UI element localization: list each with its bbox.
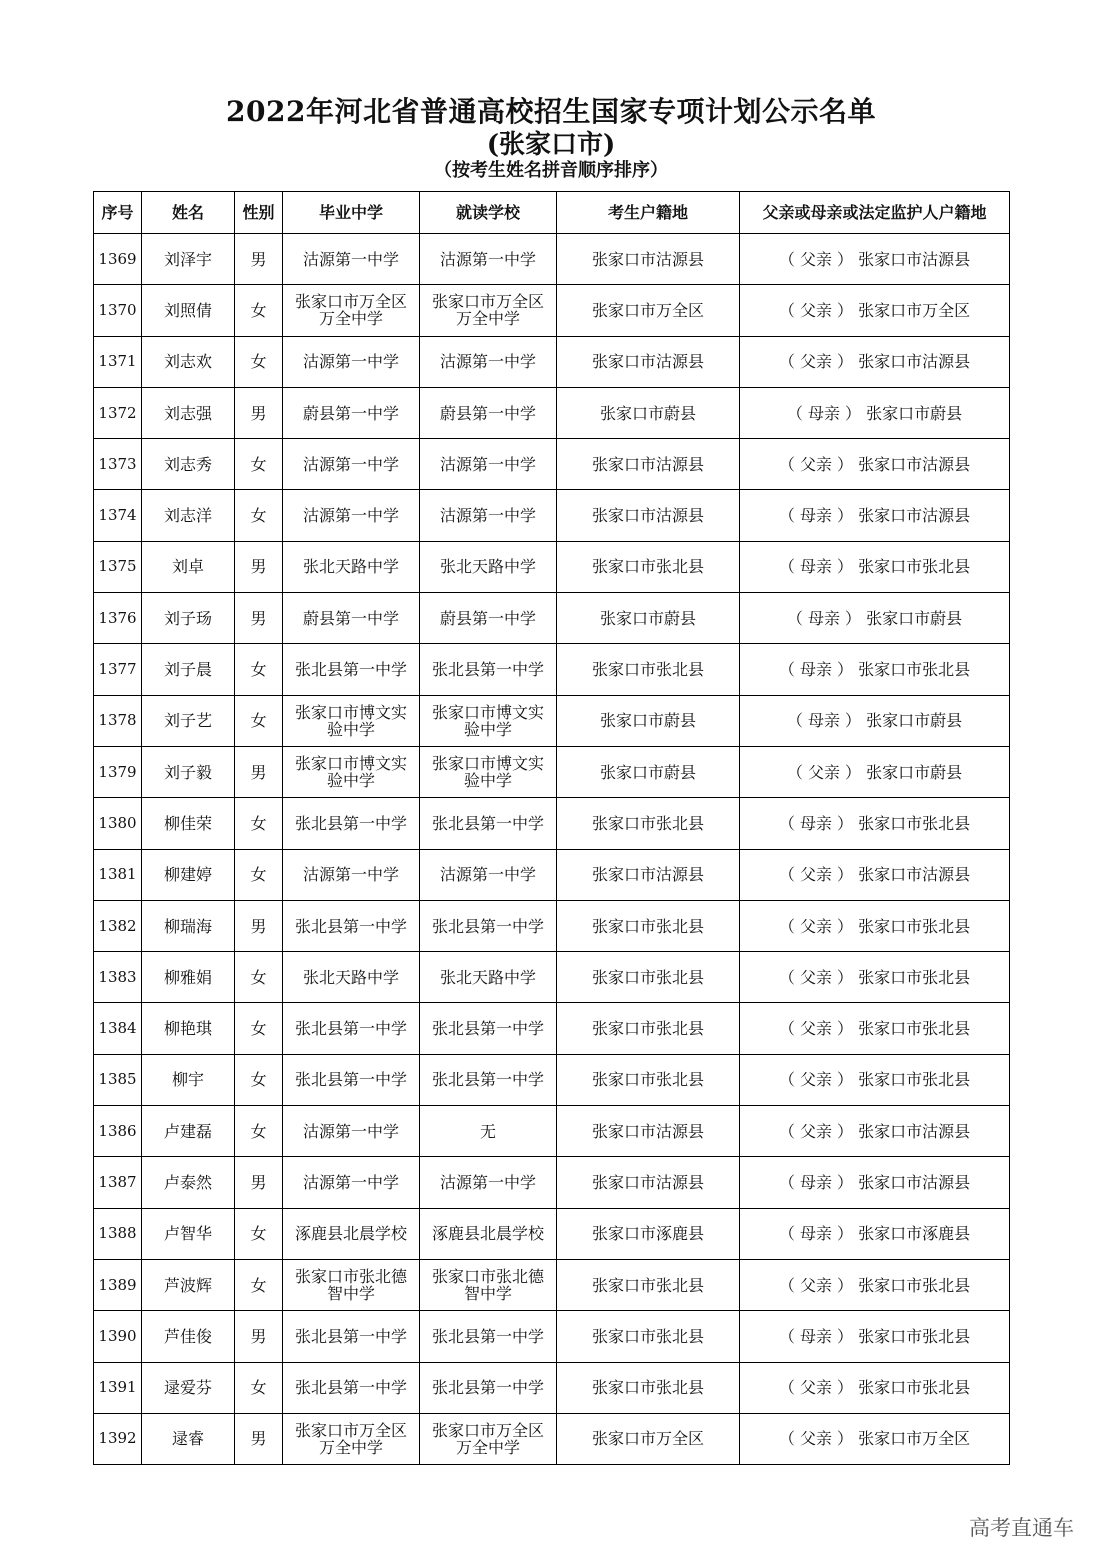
cell-current-school: 张北县第一中学	[420, 1003, 557, 1054]
cell-serial-number: 1369	[94, 234, 142, 285]
table-row	[94, 1106, 1010, 1157]
table-row	[94, 1362, 1010, 1413]
cell-serial-number: 1374	[94, 490, 142, 541]
cell-student-name: 刘泽宇	[142, 234, 235, 285]
cell-graduation-school: 张家口市博文实 验中学	[283, 746, 420, 797]
table-row	[94, 1003, 1010, 1054]
cell-guardian-domicile: （ 母亲 ） 张家口市张北县	[740, 541, 1010, 592]
cell-student-domicile: 张家口市张北县	[557, 1259, 740, 1310]
table-row	[94, 1311, 1010, 1362]
cell-student-domicile: 张家口市张北县	[557, 952, 740, 1003]
cell-guardian-domicile: （ 父亲 ） 张家口市沽源县	[740, 849, 1010, 900]
cell-student-name: 柳雅娟	[142, 952, 235, 1003]
cell-student-name: 柳建婷	[142, 849, 235, 900]
cell-gender: 女	[235, 1362, 283, 1413]
table-row	[94, 593, 1010, 644]
header-cell: 就读学校	[420, 192, 557, 234]
cell-gender: 女	[235, 1003, 283, 1054]
table-row	[94, 952, 1010, 1003]
cell-current-school: 张北县第一中学	[420, 1054, 557, 1105]
page-subtitle-city: (张家口市)	[486, 130, 616, 160]
cell-guardian-domicile: （ 母亲 ） 张家口市张北县	[740, 798, 1010, 849]
cell-gender: 女	[235, 1259, 283, 1310]
cell-gender: 女	[235, 695, 283, 746]
cell-student-domicile: 张家口市沽源县	[557, 439, 740, 490]
table-row	[94, 285, 1010, 336]
cell-current-school: 张家口市博文实 验中学	[420, 746, 557, 797]
cell-gender: 男	[235, 1311, 283, 1362]
cell-gender: 男	[235, 234, 283, 285]
cell-graduation-school: 张家口市博文实 验中学	[283, 695, 420, 746]
cell-guardian-domicile: （ 母亲 ） 张家口市沽源县	[740, 490, 1010, 541]
cell-student-name: 刘志强	[142, 387, 235, 438]
cell-serial-number: 1386	[94, 1106, 142, 1157]
cell-guardian-domicile: （ 父亲 ） 张家口市张北县	[740, 1003, 1010, 1054]
cell-guardian-domicile: （ 父亲 ） 张家口市蔚县	[740, 746, 1010, 797]
cell-current-school: 沽源第一中学	[420, 336, 557, 387]
cell-serial-number: 1375	[94, 541, 142, 592]
cell-student-name: 刘子玚	[142, 593, 235, 644]
table-row	[94, 439, 1010, 490]
table-row	[94, 798, 1010, 849]
cell-current-school: 蔚县第一中学	[420, 387, 557, 438]
cell-graduation-school: 张北天路中学	[283, 952, 420, 1003]
table-row	[94, 1259, 1010, 1310]
cell-serial-number: 1388	[94, 1208, 142, 1259]
cell-student-name: 逯爱芬	[142, 1362, 235, 1413]
cell-current-school: 沽源第一中学	[420, 439, 557, 490]
cell-gender: 女	[235, 1106, 283, 1157]
cell-graduation-school: 张北县第一中学	[283, 900, 420, 951]
cell-guardian-domicile: （ 父亲 ） 张家口市张北县	[740, 900, 1010, 951]
cell-guardian-domicile: （ 母亲 ） 张家口市蔚县	[740, 387, 1010, 438]
table-row	[94, 644, 1010, 695]
cell-current-school: 张北县第一中学	[420, 644, 557, 695]
cell-serial-number: 1377	[94, 644, 142, 695]
cell-gender: 女	[235, 798, 283, 849]
cell-graduation-school: 张北县第一中学	[283, 1362, 420, 1413]
cell-current-school: 张北县第一中学	[420, 1311, 557, 1362]
table-row	[94, 234, 1010, 285]
cell-gender: 男	[235, 1157, 283, 1208]
cell-graduation-school: 沽源第一中学	[283, 439, 420, 490]
cell-student-name: 刘照倩	[142, 285, 235, 336]
cell-serial-number: 1383	[94, 952, 142, 1003]
table-row	[94, 1054, 1010, 1105]
cell-current-school: 张北县第一中学	[420, 798, 557, 849]
table-body	[94, 234, 1010, 1465]
header-cell: 姓名	[142, 192, 235, 234]
cell-current-school: 张北县第一中学	[420, 1362, 557, 1413]
cell-student-domicile: 张家口市沽源县	[557, 849, 740, 900]
cell-gender: 男	[235, 387, 283, 438]
cell-guardian-domicile: （ 母亲 ） 张家口市涿鹿县	[740, 1208, 1010, 1259]
table-row	[94, 490, 1010, 541]
table-row	[94, 1413, 1010, 1464]
cell-graduation-school: 张家口市张北德 智中学	[283, 1259, 420, 1310]
cell-student-name: 卢泰然	[142, 1157, 235, 1208]
cell-student-name: 柳宇	[142, 1054, 235, 1105]
cell-student-name: 芦佳俊	[142, 1311, 235, 1362]
cell-serial-number: 1379	[94, 746, 142, 797]
cell-current-school: 张家口市万全区 万全中学	[420, 285, 557, 336]
cell-serial-number: 1378	[94, 695, 142, 746]
cell-gender: 男	[235, 541, 283, 592]
cell-student-domicile: 张家口市蔚县	[557, 695, 740, 746]
cell-current-school: 蔚县第一中学	[420, 593, 557, 644]
cell-gender: 女	[235, 1054, 283, 1105]
cell-gender: 女	[235, 849, 283, 900]
cell-graduation-school: 张北县第一中学	[283, 1003, 420, 1054]
cell-gender: 男	[235, 746, 283, 797]
cell-current-school: 张家口市博文实 验中学	[420, 695, 557, 746]
table-row	[94, 900, 1010, 951]
cell-guardian-domicile: （ 母亲 ） 张家口市蔚县	[740, 695, 1010, 746]
cell-guardian-domicile: （ 父亲 ） 张家口市万全区	[740, 1413, 1010, 1464]
cell-student-domicile: 张家口市沽源县	[557, 234, 740, 285]
cell-student-domicile: 张家口市张北县	[557, 798, 740, 849]
cell-student-domicile: 张家口市沽源县	[557, 336, 740, 387]
cell-guardian-domicile: （ 父亲 ） 张家口市沽源县	[740, 439, 1010, 490]
cell-guardian-domicile: （ 父亲 ） 张家口市张北县	[740, 952, 1010, 1003]
cell-student-name: 刘志秀	[142, 439, 235, 490]
cell-serial-number: 1371	[94, 336, 142, 387]
cell-graduation-school: 张家口市万全区 万全中学	[283, 1413, 420, 1464]
cell-student-name: 刘卓	[142, 541, 235, 592]
cell-graduation-school: 蔚县第一中学	[283, 593, 420, 644]
cell-serial-number: 1385	[94, 1054, 142, 1105]
cell-student-domicile: 张家口市张北县	[557, 1362, 740, 1413]
header-cell: 性别	[235, 192, 283, 234]
cell-graduation-school: 沽源第一中学	[283, 234, 420, 285]
table-row	[94, 1208, 1010, 1259]
cell-current-school: 无	[420, 1106, 557, 1157]
cell-student-name: 柳瑞海	[142, 900, 235, 951]
page-title: 2022年河北省普通高校招生国家专项计划公示名单	[226, 95, 876, 128]
cell-guardian-domicile: （ 父亲 ） 张家口市万全区	[740, 285, 1010, 336]
cell-serial-number: 1389	[94, 1259, 142, 1310]
cell-current-school: 沽源第一中学	[420, 1157, 557, 1208]
cell-gender: 男	[235, 900, 283, 951]
cell-serial-number: 1387	[94, 1157, 142, 1208]
cell-gender: 男	[235, 593, 283, 644]
cell-student-domicile: 张家口市蔚县	[557, 593, 740, 644]
cell-gender: 女	[235, 952, 283, 1003]
cell-serial-number: 1370	[94, 285, 142, 336]
cell-current-school: 沽源第一中学	[420, 234, 557, 285]
cell-student-name: 逯睿	[142, 1413, 235, 1464]
cell-serial-number: 1382	[94, 900, 142, 951]
cell-student-name: 柳艳琪	[142, 1003, 235, 1054]
cell-serial-number: 1373	[94, 439, 142, 490]
cell-gender: 女	[235, 644, 283, 695]
cell-student-domicile: 张家口市蔚县	[557, 746, 740, 797]
cell-guardian-domicile: （ 母亲 ） 张家口市沽源县	[740, 1157, 1010, 1208]
cell-graduation-school: 沽源第一中学	[283, 1106, 420, 1157]
cell-current-school: 涿鹿县北晨学校	[420, 1208, 557, 1259]
cell-student-domicile: 张家口市万全区	[557, 1413, 740, 1464]
cell-student-domicile: 张家口市张北县	[557, 900, 740, 951]
cell-guardian-domicile: （ 父亲 ） 张家口市沽源县	[740, 234, 1010, 285]
cell-gender: 女	[235, 439, 283, 490]
cell-gender: 女	[235, 490, 283, 541]
cell-graduation-school: 张北县第一中学	[283, 1311, 420, 1362]
header-cell: 父亲或母亲或法定监护人户籍地	[740, 192, 1010, 234]
cell-current-school: 张家口市张北德 智中学	[420, 1259, 557, 1310]
cell-student-name: 刘志欢	[142, 336, 235, 387]
cell-guardian-domicile: （ 父亲 ） 张家口市沽源县	[740, 1106, 1010, 1157]
table-row	[94, 541, 1010, 592]
cell-graduation-school: 张北县第一中学	[283, 1054, 420, 1105]
cell-graduation-school: 沽源第一中学	[283, 490, 420, 541]
cell-serial-number: 1376	[94, 593, 142, 644]
cell-guardian-domicile: （ 父亲 ） 张家口市张北县	[740, 1259, 1010, 1310]
cell-guardian-domicile: （ 父亲 ） 张家口市沽源县	[740, 336, 1010, 387]
cell-current-school: 张北天路中学	[420, 952, 557, 1003]
cell-student-domicile: 张家口市张北县	[557, 1003, 740, 1054]
cell-graduation-school: 张家口市万全区 万全中学	[283, 285, 420, 336]
cell-student-name: 刘子毅	[142, 746, 235, 797]
cell-current-school: 沽源第一中学	[420, 849, 557, 900]
table-header-row	[94, 192, 1010, 234]
cell-graduation-school: 涿鹿县北晨学校	[283, 1208, 420, 1259]
candidate-table	[93, 191, 1010, 1465]
header-cell: 序号	[94, 192, 142, 234]
cell-graduation-school: 张北县第一中学	[283, 798, 420, 849]
cell-student-name: 卢智华	[142, 1208, 235, 1259]
cell-student-domicile: 张家口市张北县	[557, 1311, 740, 1362]
cell-student-domicile: 张家口市涿鹿县	[557, 1208, 740, 1259]
cell-guardian-domicile: （ 母亲 ） 张家口市张北县	[740, 644, 1010, 695]
cell-student-domicile: 张家口市张北县	[557, 541, 740, 592]
cell-current-school: 张北县第一中学	[420, 900, 557, 951]
cell-current-school: 沽源第一中学	[420, 490, 557, 541]
header-cell: 毕业中学	[283, 192, 420, 234]
cell-student-name: 刘子艺	[142, 695, 235, 746]
cell-graduation-school: 沽源第一中学	[283, 849, 420, 900]
cell-guardian-domicile: （ 父亲 ） 张家口市张北县	[740, 1054, 1010, 1105]
watermark: 高考直通车	[969, 1516, 1074, 1540]
table-row	[94, 336, 1010, 387]
cell-graduation-school: 张北天路中学	[283, 541, 420, 592]
cell-student-name: 柳佳荣	[142, 798, 235, 849]
cell-serial-number: 1380	[94, 798, 142, 849]
cell-serial-number: 1391	[94, 1362, 142, 1413]
cell-student-name: 刘志洋	[142, 490, 235, 541]
cell-graduation-school: 沽源第一中学	[283, 336, 420, 387]
cell-guardian-domicile: （ 母亲 ） 张家口市张北县	[740, 1311, 1010, 1362]
cell-serial-number: 1381	[94, 849, 142, 900]
cell-gender: 女	[235, 285, 283, 336]
page-subtitle-sort-note: （按考生姓名拼音顺序排序）	[434, 160, 668, 181]
cell-serial-number: 1392	[94, 1413, 142, 1464]
cell-serial-number: 1390	[94, 1311, 142, 1362]
cell-gender: 女	[235, 1208, 283, 1259]
cell-guardian-domicile: （ 母亲 ） 张家口市蔚县	[740, 593, 1010, 644]
cell-serial-number: 1384	[94, 1003, 142, 1054]
cell-current-school: 张北天路中学	[420, 541, 557, 592]
table-row	[94, 849, 1010, 900]
cell-student-domicile: 张家口市沽源县	[557, 490, 740, 541]
cell-gender: 女	[235, 336, 283, 387]
cell-graduation-school: 沽源第一中学	[283, 1157, 420, 1208]
cell-student-domicile: 张家口市张北县	[557, 644, 740, 695]
table-row	[94, 1157, 1010, 1208]
cell-student-domicile: 张家口市沽源县	[557, 1157, 740, 1208]
cell-student-domicile: 张家口市蔚县	[557, 387, 740, 438]
cell-student-name: 芦波辉	[142, 1259, 235, 1310]
table-row	[94, 387, 1010, 438]
cell-current-school: 张家口市万全区 万全中学	[420, 1413, 557, 1464]
cell-serial-number: 1372	[94, 387, 142, 438]
cell-student-domicile: 张家口市沽源县	[557, 1106, 740, 1157]
table-row	[94, 746, 1010, 797]
cell-student-name: 刘子晨	[142, 644, 235, 695]
cell-graduation-school: 张北县第一中学	[283, 644, 420, 695]
cell-graduation-school: 蔚县第一中学	[283, 387, 420, 438]
cell-student-domicile: 张家口市万全区	[557, 285, 740, 336]
header-cell: 考生户籍地	[557, 192, 740, 234]
cell-gender: 男	[235, 1413, 283, 1464]
cell-student-domicile: 张家口市张北县	[557, 1054, 740, 1105]
cell-student-name: 卢建磊	[142, 1106, 235, 1157]
table-row	[94, 695, 1010, 746]
cell-guardian-domicile: （ 父亲 ） 张家口市张北县	[740, 1362, 1010, 1413]
